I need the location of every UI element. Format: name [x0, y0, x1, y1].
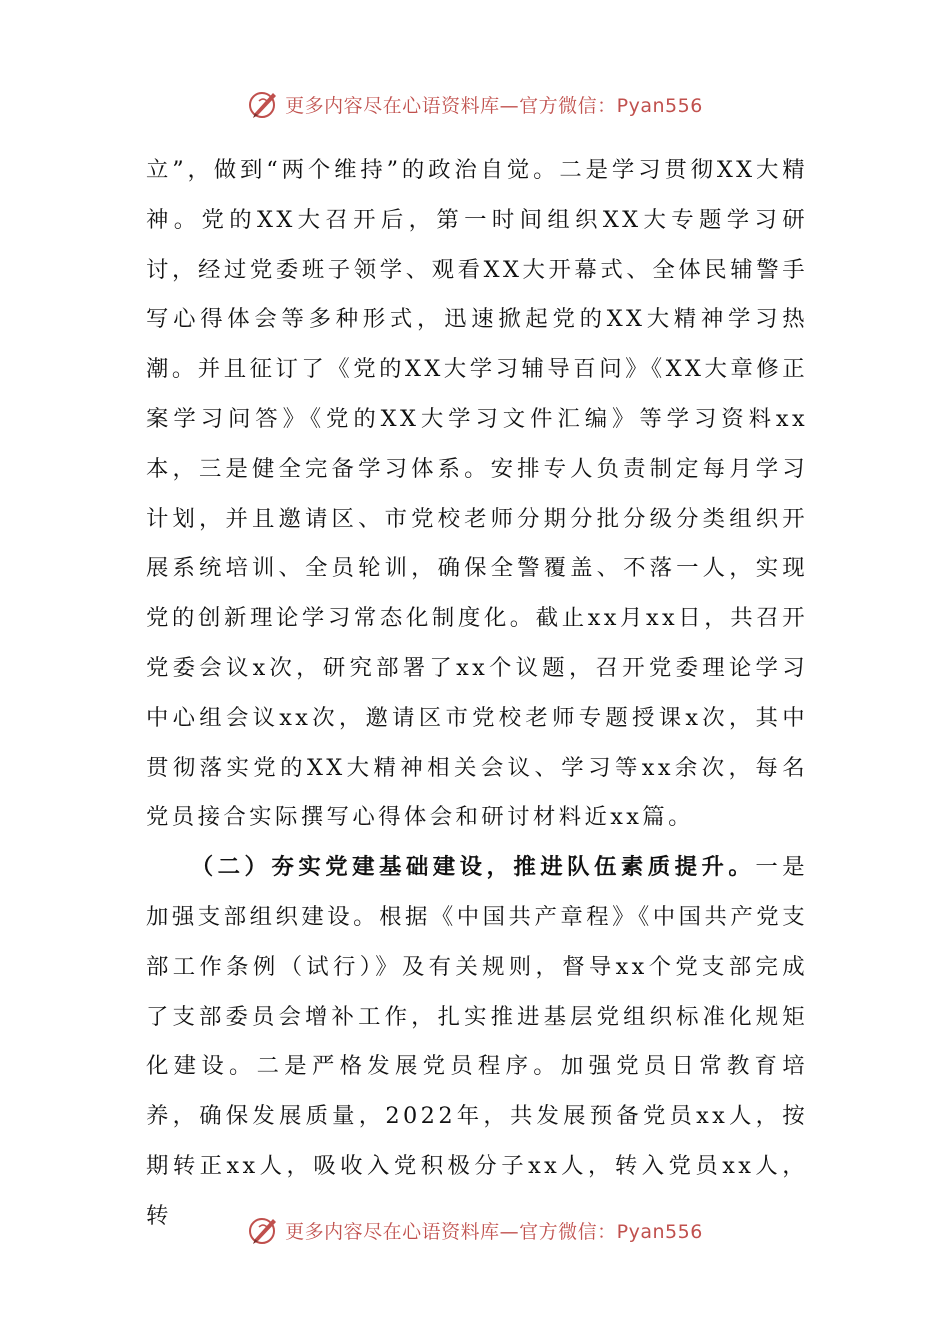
watermark-text: 更多内容尽在心语资料库—官方微信：Pyan556: [285, 1220, 703, 1243]
section-heading: （二）夯实党建基础建设，推进队伍素质提升。: [190, 854, 756, 881]
pen-logo-icon: [247, 87, 281, 121]
paragraph-1: 立”，做到“两个维持”的政治自觉。二是学习贯彻XX大精神。党的XX大召开后，第一时间组织XX大专题学习研讨，经过党委班子领学、观看XX大开幕式、全体民辅警手写心得体会等多种形式，迅速掀起党的XX大精神学习热潮。并且征订了《党的XX大学习辅导百问》《XX大章修正案学习问答》《党的XX大学习文件汇编》等学习资料xx本，三是健全完备学习体系。安排专人负责制定每月学习计划，并且邀请区、市党校老师分期分批分级分类组织开展系统培训、全员轮训，确保全警覆盖、不落一人，实现党的创新理论学习常态化制度化。截止xx月xx日，共召开党委会议x次，研究部署了xx个议题，召开党委理论学习中心组会议xx次，邀请区市党校老师专题授课x次，其中贯彻落实党的XX大精神相关会议、学习等xx余次，每名党员接合实际撰写心得体会和研讨材料近xx篇。: [146, 157, 808, 831]
pen-logo-icon: [247, 1213, 281, 1247]
header-watermark-inner: [247, 87, 703, 121]
footer-watermark-inner: [247, 1213, 703, 1247]
paragraph-2-body: 一是加强支部组织建设。根据《中国共产章程》《中国共产党支部工作条例（试行）》及有关规则，督导xx个党支部完成了支部委员会增补工作，扎实推进基层党组织标准化规矩化建设。二是严格发展党员程序。加强党员日常教育培养，确保发展质量，2022年，共发展预备党员xx人，按期转正xx人，吸收入党积极分子xx人，转入党员xx人，转: [146, 854, 808, 1229]
watermark-text: 更多内容尽在心语资料库—官方微信：Pyan556: [285, 94, 703, 117]
document-body: [146, 146, 808, 1242]
footer-watermark-banner: [0, 1210, 950, 1250]
paragraph-2: [146, 843, 808, 1241]
header-watermark-banner: [0, 84, 950, 124]
